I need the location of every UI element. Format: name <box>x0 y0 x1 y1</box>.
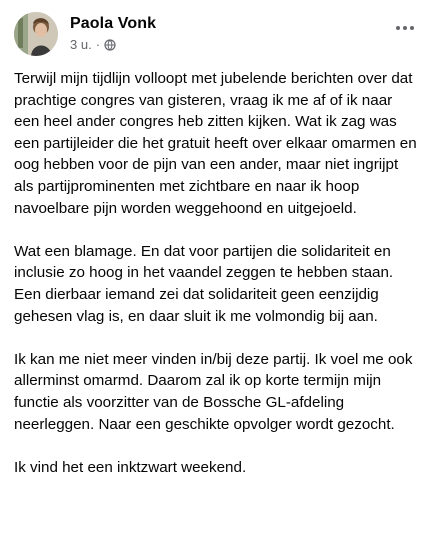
post-paragraph: Terwijl mijn tijdlijn volloopt met jubelende berichten over dat prachtige congres van gisteren, vraag ik me af of ik naar een heel ander congres heb zitten kijken. Wat ik zag was een partijleider die het gratuit heeft over elkaar omarmen en oog hebben voor de pijn van een ander, maar niet ingrijpt als partijprominenten met zichtbare en naar ik hoop navoelbare pijn worden weggehoond en uitgejoeld. <box>14 70 417 217</box>
meta-separator: · <box>95 37 101 52</box>
post-paragraph: Wat een blamage. En dat voor partijen die solidariteit en inclusie zo hoog in het vaandel zeggen te hebben staan. Een dierbaar iemand zei dat solidariteit geen eenzijdig gehesen vlag is, en daar sluit ik me volmondig bij aan. <box>14 242 394 325</box>
post-meta <box>70 37 116 52</box>
more-dot <box>396 26 400 30</box>
more-options-icon[interactable] <box>392 18 418 38</box>
globe-icon[interactable] <box>104 39 116 51</box>
post-author-name[interactable]: Paola Vonk <box>70 15 157 32</box>
post-timestamp[interactable]: 3 u. <box>70 37 92 52</box>
post-body <box>14 68 418 478</box>
more-dot <box>403 26 407 30</box>
post-header <box>14 12 418 60</box>
avatar[interactable] <box>14 12 58 56</box>
more-dot <box>410 26 414 30</box>
avatar-image <box>14 12 58 56</box>
post-paragraph: Ik kan me niet meer vinden in/bij deze partij. Ik voel me ook allerminst omarmd. Daarom zal ik op korte termijn mijn functie als voorzitter van de Bossche GL-afdeling neerleggen. Naar een geschikte opvolger wordt gezocht. <box>14 350 413 433</box>
post-paragraph: Ik vind het een inktzwart weekend. <box>14 458 247 476</box>
